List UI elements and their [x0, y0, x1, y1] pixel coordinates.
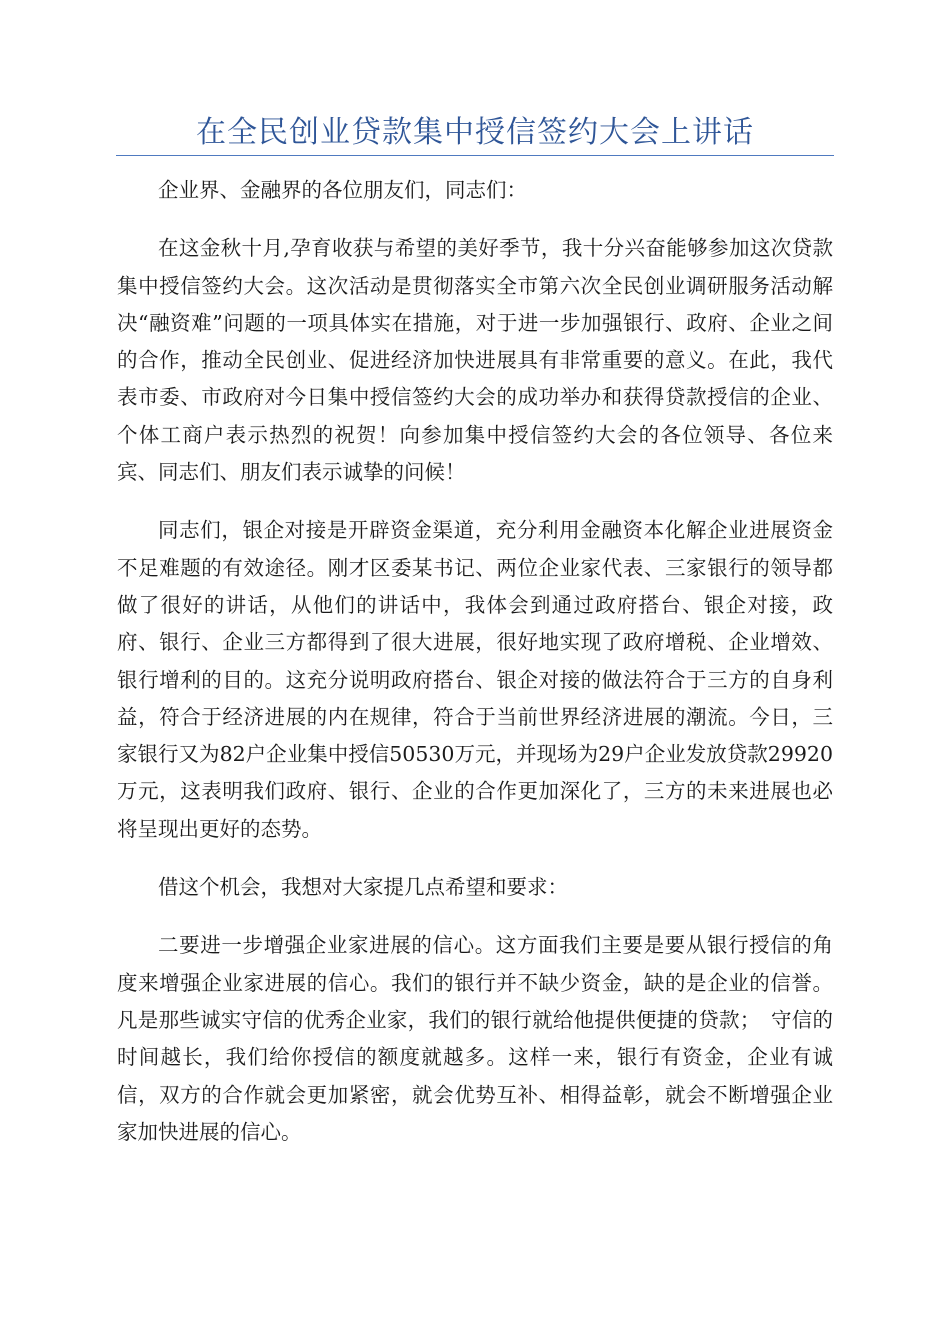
document-title: 在全民创业贷款集中授信签约大会上讲话: [196, 115, 754, 150]
title-underline: [116, 155, 834, 156]
paragraph: 同志们，银企对接是开辟资金渠道，充分利用金融资本化解企业进展资金不足难题的有效途径。刚才区委某书记、两位企业家代表、三家银行的领导都做了很好的讲话，从他们的讲话中，我体会到通过政府搭台、银企对接，政府、银行、企业三方都得到了很大进展，很好地实现了政府增税、企业增效、银行增利的目的。这充分说明政府搭台、银企对接的做法符合于三方的自身利益，符合于经济进展的内在规律，符合于当前世界经济进展的潮流。今日，三家银行又为82户企业集中授信50530万元，并现场为29户企业发放贷款29920万元，这表明我们政府、银行、企业的合作更加深化了，三方的未来进展也必将呈现出更好的态势。: [117, 518, 833, 841]
greeting: 企业界、金融界的各位朋友们，同志们：: [158, 178, 527, 202]
document-body: [117, 172, 833, 1151]
paragraph: 在这金秋十月,孕育收获与希望的美好季节，我十分兴奋能够参加这次贷款集中授信签约大会。这次活动是贯彻落实全市第六次全民创业调研服务活动解决“融资难”问题的一项具体实在措施，对于进一步加强银行、政府、企业之间的合作，推动全民创业、促进经济加快进展具有非常重要的意义。在此，我代表市委、市政府对今日集中授信签约大会的成功举办和获得贷款授信的企业、个体工商户表示热烈的祝贺！向参加集中授信签约大会的各位领导、各位来宾、同志们、朋友们表示诚挚的问候！: [117, 236, 833, 485]
paragraph: 二要进一步增强企业家进展的信心。这方面我们主要是要从银行授信的角度来增强企业家进展的信心。我们的银行并不缺少资金，缺的是企业的信誉。凡是那些诚实守信的优秀企业家，我们的银行就给他提供便捷的贷款； 守信的时间越长，我们给你授信的额度就越多。这样一来，银行有资金，企业有诚信，双方的合作就会更加紧密，就会优势互补、相得益彰，就会不断增强企业家加快进展的信心。: [117, 933, 833, 1144]
paragraph: 借这个机会，我想对大家提几点希望和要求：: [158, 875, 568, 900]
